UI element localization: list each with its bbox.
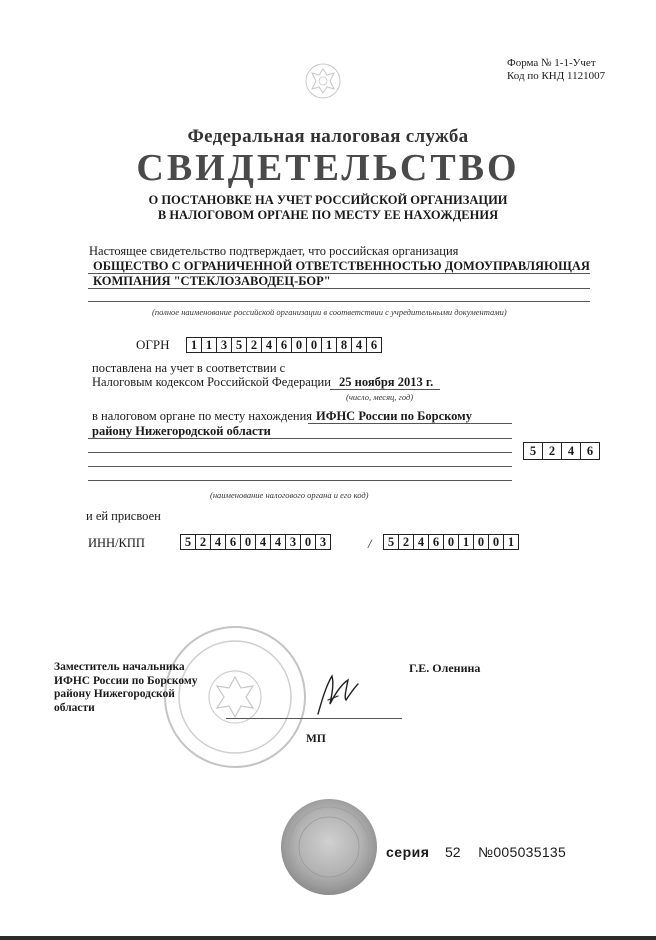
org-underline-2	[88, 288, 590, 289]
kpp-digit: 5	[383, 534, 399, 550]
handwritten-signature-icon	[312, 670, 362, 718]
inn-digit: 0	[241, 534, 256, 550]
ogrn-digit: 1	[322, 337, 337, 353]
eagle-emblem-icon	[303, 61, 343, 101]
authority-name-line-2: району Нижегородской области	[92, 424, 271, 438]
series-label: серия	[386, 844, 430, 860]
ogrn-digit: 5	[232, 337, 247, 353]
certificate-subtitle	[0, 193, 656, 223]
date-caption: (число, месяц, год)	[346, 392, 414, 402]
intro-text: Настоящее свидетельство подтверждает, что российская организация	[89, 244, 459, 258]
inn-digit: 5	[180, 534, 196, 550]
inn-kpp-separator: /	[368, 537, 372, 551]
inn-kpp-label: ИНН/КПП	[88, 536, 145, 550]
authority-code-boxes	[523, 442, 600, 460]
kpp-boxes	[383, 534, 519, 550]
kpp-digit: 4	[414, 534, 429, 550]
inn-digit: 0	[301, 534, 316, 550]
ogrn-digit: 1	[202, 337, 217, 353]
kpp-digit: 0	[474, 534, 489, 550]
form-number: Форма № 1-1-Учет	[507, 57, 596, 69]
authority-underline-4	[88, 466, 512, 467]
assigned-text: и ей присвоен	[86, 509, 161, 523]
authority-underline-3	[88, 452, 512, 453]
signer-name: Г.Е. Оленина	[409, 661, 481, 675]
kpp-digit: 2	[399, 534, 414, 550]
authority-code-digit: 2	[543, 442, 562, 460]
authority-underline-2	[88, 438, 512, 439]
ogrn-digit: 6	[367, 337, 382, 353]
ogrn-label: ОГРН	[136, 337, 170, 352]
ogrn-digit: 0	[292, 337, 307, 353]
subtitle-line-1: О ПОСТАНОВКЕ НА УЧЕТ РОССИЙСКОЙ ОРГАНИЗАЦИИ	[148, 193, 508, 207]
registered-line-1: поставлена на учет в соответствии с	[92, 361, 286, 375]
certificate-number: №005035135	[478, 844, 567, 860]
knd-code: Код по КНД 1121007	[507, 70, 606, 82]
authority-name-line-1: ИФНС России по Борскому	[316, 409, 472, 423]
signer-position-line-2: ИФНС России по Борскому	[54, 674, 198, 687]
signer-position-line-1: Заместитель начальника	[54, 661, 185, 673]
inn-digit: 3	[286, 534, 301, 550]
ogrn-digit: 3	[217, 337, 232, 353]
authority-caption: (наименование налогового органа и его код)	[210, 490, 369, 500]
kpp-digit: 0	[444, 534, 459, 550]
org-caption: (полное наименование российской организации в соответствии с учредительными документами)	[152, 307, 507, 317]
ogrn-digit: 1	[186, 337, 202, 353]
signer-position	[54, 661, 197, 715]
ogrn-digit: 2	[247, 337, 262, 353]
subtitle-line-2: В НАЛОГОВОМ ОРГАНЕ ПО МЕСТУ ЕЕ НАХОЖДЕНИЯ	[157, 208, 499, 222]
series-value: 52	[445, 844, 461, 860]
date-underline	[330, 389, 440, 390]
kpp-digit: 6	[429, 534, 444, 550]
inn-digit: 3	[316, 534, 331, 550]
inn-digit: 6	[226, 534, 241, 550]
inn-boxes	[180, 534, 331, 550]
ogrn-digit: 4	[352, 337, 367, 353]
org-name-line-2: КОМПАНИЯ "СТЕКЛОЗАВОДЕЦ-БОР"	[93, 274, 331, 288]
org-underline-3	[88, 301, 590, 302]
org-name-line-1: ОБЩЕСТВО С ОГРАНИЧЕННОЙ ОТВЕТСТВЕННОСТЬЮ ДОМОУПРАВЛЯЮЩАЯ	[93, 259, 590, 273]
inn-digit: 2	[196, 534, 211, 550]
authority-underline-1	[308, 423, 512, 424]
kpp-digit: 1	[504, 534, 519, 550]
kpp-digit: 0	[489, 534, 504, 550]
registered-line-2: Налоговым кодексом Российской Федерации	[92, 375, 331, 389]
registration-date: 25 ноября 2013 г.	[339, 375, 434, 389]
inn-digit: 4	[271, 534, 286, 550]
ogrn-digit: 4	[262, 337, 277, 353]
ogrn-digit: 0	[307, 337, 322, 353]
authority-code-digit: 4	[562, 442, 581, 460]
ogrn-digit: 8	[337, 337, 352, 353]
ogrn-digit: 6	[277, 337, 292, 353]
authority-underline-5	[88, 480, 512, 481]
authority-code-digit: 6	[581, 442, 600, 460]
page-edge	[0, 936, 656, 940]
signature-line	[226, 718, 402, 719]
inn-digit: 4	[211, 534, 226, 550]
form-code	[507, 57, 605, 83]
authority-code-digit: 5	[523, 442, 543, 460]
authority-label: в налоговом органе по месту нахождения	[92, 409, 313, 423]
inn-digit: 4	[256, 534, 271, 550]
stamp-place-label: МП	[306, 733, 326, 745]
signer-position-line-4: области	[54, 701, 95, 714]
signer-position-line-3: району Нижегородской	[54, 688, 175, 700]
certificate-title: СВИДЕТЕЛЬСТВО	[136, 147, 520, 189]
hologram-sticker-icon	[280, 798, 378, 896]
kpp-digit: 1	[459, 534, 474, 550]
agency-name: Федеральная налоговая служба	[187, 126, 469, 147]
ogrn-boxes	[186, 337, 382, 353]
